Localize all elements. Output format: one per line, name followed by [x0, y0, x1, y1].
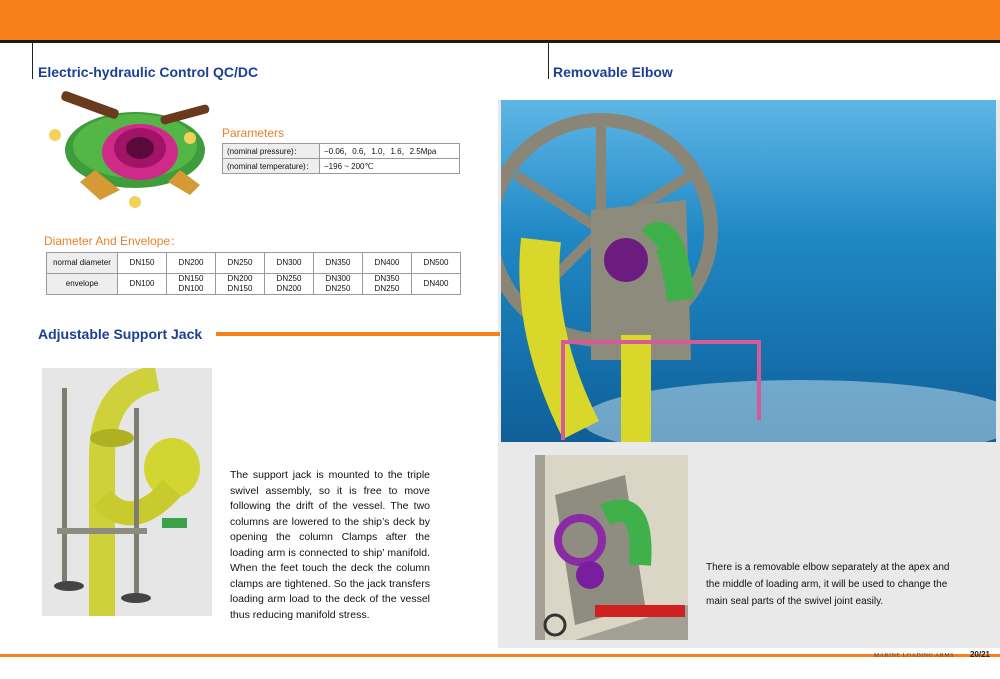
cell-line: DN200	[276, 284, 302, 293]
parameters-table	[222, 143, 460, 174]
cell-line: DN250	[374, 284, 400, 293]
cell-line: DN100	[178, 284, 204, 293]
table-cell	[216, 274, 265, 295]
table-cell: DN400	[412, 274, 461, 295]
table-cell	[167, 274, 216, 295]
header-rule	[0, 40, 1000, 43]
removable-elbow-description: There is a removable elbow separately at the apex and the middle of loading arm, it will be used to change the main seal parts of the swivel joint easily.	[706, 562, 950, 607]
table-cell: DN400	[363, 253, 412, 274]
cell-line: DN200	[227, 274, 253, 283]
section-title-qcdc: Electric-hydraulic Control QC/DC	[38, 64, 259, 80]
section-title-support-jack: Adjustable Support Jack	[38, 326, 203, 342]
footer-rule	[0, 654, 1000, 657]
page-number: 20/21	[969, 650, 990, 659]
support-jack-photo-frame	[42, 368, 212, 616]
support-jack-illustration	[42, 368, 212, 616]
right-title-marker	[548, 43, 549, 79]
cell-line: DN350	[374, 274, 400, 283]
table-cell: DN150	[118, 253, 167, 274]
cell-line: DN150	[178, 274, 204, 283]
cell-line: DN250	[325, 284, 351, 293]
header-band	[0, 0, 1000, 40]
envelope-row	[47, 274, 461, 295]
parameters-label: Parameters	[222, 126, 285, 140]
cell-line: DN250	[276, 274, 302, 283]
row-header: envelope	[47, 274, 118, 295]
parameter-row-pressure	[223, 144, 460, 159]
cell-line: DN300	[325, 274, 351, 283]
parameter-value: −196 ~ 200℃	[320, 159, 460, 174]
table-cell: DN100	[118, 274, 167, 295]
table-cell	[363, 274, 412, 295]
cell-line: DN150	[227, 284, 253, 293]
left-title-marker	[32, 43, 33, 79]
table-cell: DN300	[265, 253, 314, 274]
row-header: normal diameter	[47, 253, 118, 274]
qcdc-coupler-illustration	[40, 90, 220, 215]
parameter-key: (nominal temperature)：	[223, 159, 320, 174]
support-jack-description: The support jack is mounted to the triple swivel assembly, so it is free to move following the drift of the vessel. The two columns are lowered to the ship’s deck by opening the column Clamps after the loading arm is connected to ship’ manifold. When the feet touch the deck the column clamps are tightened. So the jack transfers loading arm load to the deck of the vessel thus reducing manifold stress.	[230, 469, 430, 621]
table-cell	[314, 274, 363, 295]
parameter-key: (nominal pressure)：	[223, 144, 320, 159]
removable-elbow-detail-photo	[535, 455, 688, 640]
table-cell: DN200	[167, 253, 216, 274]
parameter-value: −0.06，0.6，1.0，1.6，2.5Mpa	[320, 144, 460, 159]
table-cell: DN250	[216, 253, 265, 274]
section-title-removable-elbow: Removable Elbow	[553, 64, 673, 80]
parameter-row-temperature	[223, 159, 460, 174]
footer-caption: MARINE LOADING ARMS	[873, 653, 954, 659]
diameter-envelope-table	[46, 252, 461, 295]
table-cell	[265, 274, 314, 295]
section-divider	[216, 332, 500, 336]
normal-diameter-row	[47, 253, 461, 274]
table-cell: DN500	[412, 253, 461, 274]
table-cell: DN350	[314, 253, 363, 274]
diameter-envelope-label: Diameter And Envelope：	[44, 234, 183, 248]
removable-elbow-sea-photo	[501, 100, 996, 442]
